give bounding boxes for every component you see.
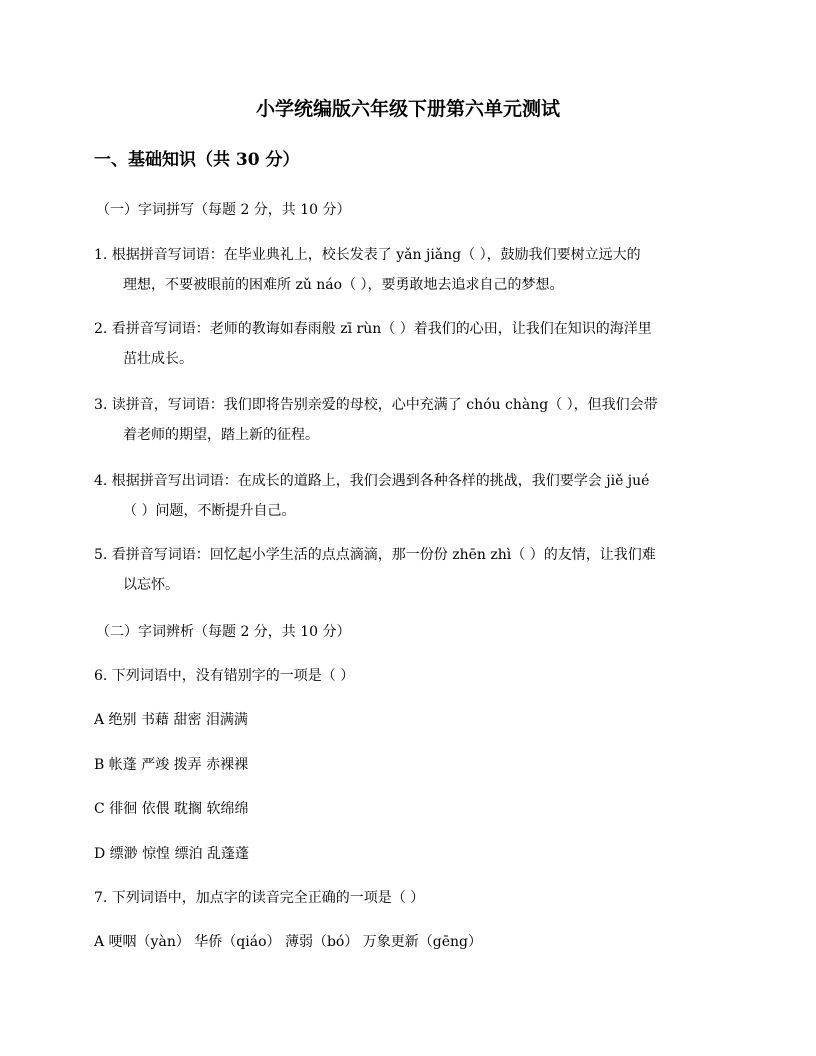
- question-6-option-d: D 缥渺 惊惶 缥泊 乱蓬蓬: [94, 846, 250, 862]
- section-heading-basic-knowledge: 一、基础知识（共 30 分）: [94, 150, 300, 170]
- question-6-option-a: A 绝别 书藉 甜密 泪满满: [94, 712, 248, 728]
- question-2-line-2: 茁壮成长。: [123, 351, 193, 367]
- question-4-line-2: （ ）问题，不断提升自己。: [123, 503, 296, 519]
- question-6-stem: 6. 下列词语中，没有错别字的一项是（ ）: [94, 668, 355, 684]
- question-1-line-2: 理想，不要被眼前的困难所 zǔ náo（ ），要勇敢地去追求自己的梦想。: [123, 277, 564, 293]
- question-5-line-2: 以忘怀。: [123, 577, 179, 593]
- page-title: 小学统编版六年级下册第六单元测试: [255, 98, 560, 120]
- question-1: [94, 240, 734, 300]
- subsection-heading-spelling: （一）字词拼写（每题 2 分，共 10 分）: [96, 202, 351, 218]
- question-1-line-1: 1. 根据拼音写词语：在毕业典礼上，校长发表了 yǎn jiǎng（ ），鼓励我们要树立远大的: [94, 247, 641, 263]
- question-7-stem: 7. 下列词语中，加点字的读音完全正确的一项是（ ）: [94, 890, 425, 906]
- question-2: [94, 314, 734, 374]
- question-3-line-1: 3. 读拼音，写词语：我们即将告别亲爱的母校，心中充满了 chóu chàng（ ），但我们会带: [94, 397, 658, 413]
- question-3: [94, 390, 734, 450]
- question-5: [94, 540, 734, 600]
- question-6-option-c: C 徘徊 依偎 耽搁 软绵绵: [94, 801, 249, 817]
- question-6-option-b: B 帐蓬 严竣 拨弄 赤裸裸: [94, 757, 249, 773]
- question-4-line-1: 4. 根据拼音写出词语：在成长的道路上，我们会遇到各种各样的挑战，我们要学会 jiě jué: [94, 473, 650, 489]
- question-2-line-1: 2. 看拼音写词语：老师的教诲如春雨般 zī rùn（ ）着我们的心田，让我们在知识的海洋里: [94, 321, 652, 337]
- subsection-heading-word-analysis: （二）字词辨析（每题 2 分，共 10 分）: [96, 624, 351, 640]
- question-4: [94, 466, 734, 526]
- question-5-line-1: 5. 看拼音写词语：回忆起小学生活的点点滴滴，那一份份 zhēn zhì（ ）的友情，让我们难: [94, 547, 656, 563]
- question-7-option-a: A 哽咽（yàn） 华侨（qiáo） 薄弱（bó） 万象更新（gēng）: [94, 934, 483, 950]
- question-3-line-2: 着老师的期望，踏上新的征程。: [123, 427, 319, 443]
